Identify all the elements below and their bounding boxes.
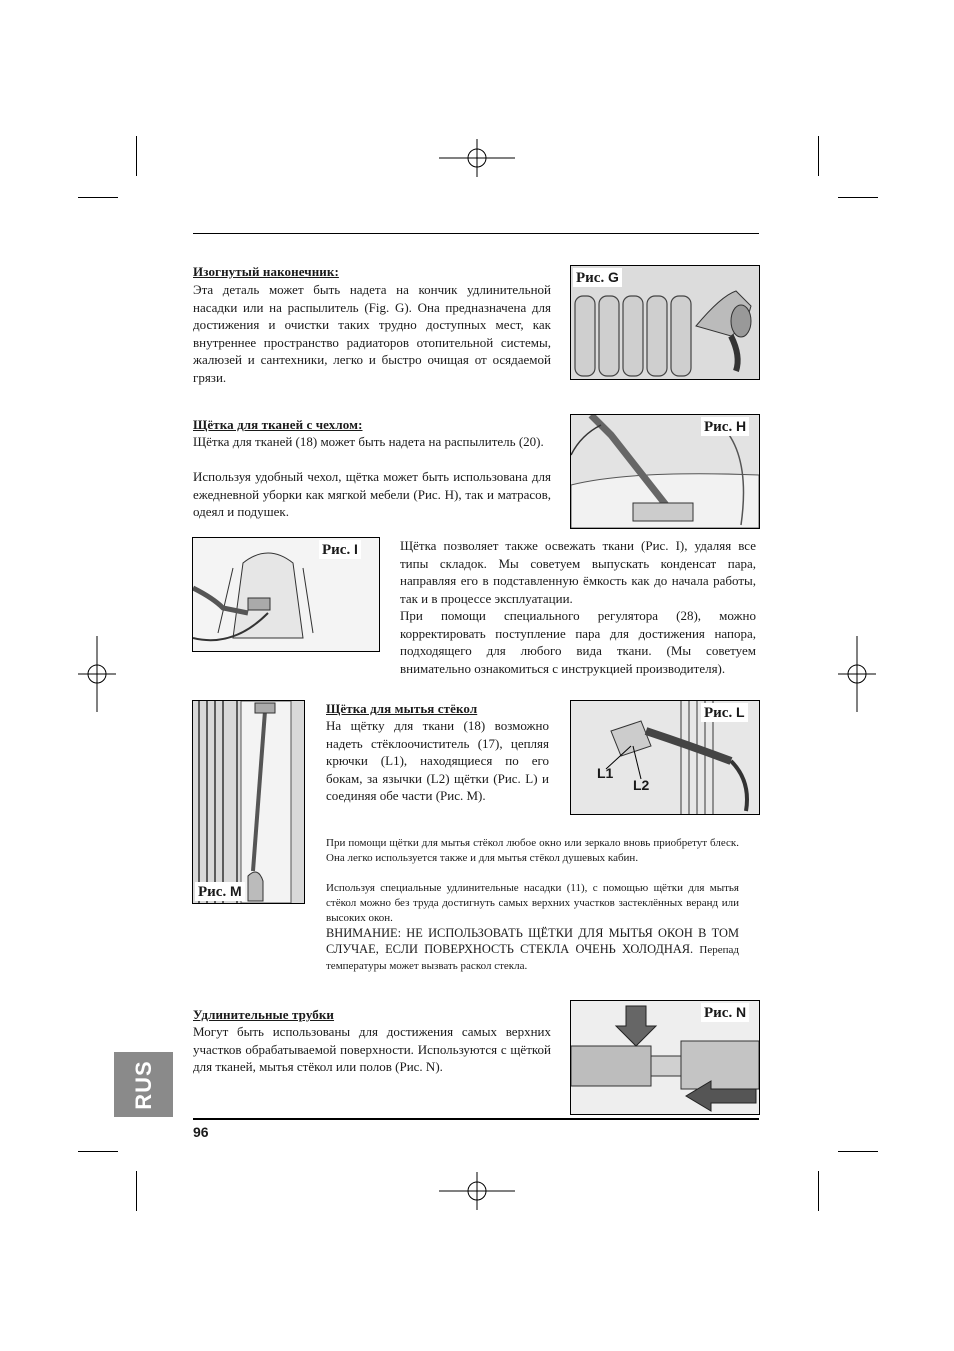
- page-number: 96: [193, 1124, 209, 1140]
- registration-mark-right-icon: [838, 636, 876, 712]
- figure-g-prefix: Рис.: [576, 270, 605, 286]
- extension-tubes-heading: Удлинительные трубки: [193, 1007, 335, 1022]
- extension-tubes-text: Могут быть использованы для достижения самых верхних участков обрабатываемой поверхности. Используются с щёткой для тканей, мытья стёкол или полов (Рис. N).: [193, 1024, 551, 1075]
- crop-mark-top-left-v: [136, 136, 137, 176]
- figure-i-letter: I: [353, 541, 358, 557]
- figure-i-prefix: Рис.: [322, 542, 351, 558]
- figure-i: [192, 537, 380, 652]
- footer-rule: [193, 1118, 759, 1120]
- figure-l: [570, 700, 760, 815]
- crop-mark-top-right-v: [818, 136, 819, 176]
- crop-mark-bottom-left-h: [78, 1151, 118, 1152]
- fabric-brush-heading: Щётка для тканей с чехлом:: [193, 417, 363, 432]
- figure-m-letter: M: [229, 883, 242, 899]
- glass-brush-heading: Щётка для мытья стёкол: [326, 701, 478, 716]
- fabric-brush-text-1: Щётка для тканей (18) может быть надета на распылитель (20).: [193, 434, 544, 449]
- curved-nozzle-heading: Изогнутый наконечник:: [193, 264, 339, 279]
- registration-mark-top-icon: [439, 139, 515, 177]
- figure-l-prefix: Рис.: [704, 705, 733, 721]
- figure-m: [192, 700, 305, 904]
- crop-mark-top-left-h: [78, 197, 118, 198]
- crop-mark-bottom-right-h: [838, 1151, 878, 1152]
- language-tab-label: RUS: [130, 1059, 156, 1110]
- glass-brush-warning-caps: ВНИМАНИЕ: НЕ ИСПОЛЬЗОВАТЬ ЩЁТКИ ДЛЯ МЫТЬЯ ОКОН В ТОМ СЛУЧАЕ, ЕСЛИ ПОВЕРХНОСТЬ СТЕКЛА ОЧЕНЬ ХОЛОДНАЯ.: [326, 926, 739, 956]
- crop-mark-bottom-right-v: [818, 1171, 819, 1211]
- figure-g: [570, 265, 760, 380]
- fabric-refresh-text-2: При помощи специального регулятора (28), можно корректировать поступление пара для достижения напора, подходящего для любого вида ткани. (Мы советуем внимательно ознакомиться с инструкцией производителя).: [400, 608, 756, 676]
- crop-mark-bottom-left-v: [136, 1171, 137, 1211]
- registration-mark-left-icon: [78, 636, 116, 712]
- figure-l-letter: L: [735, 704, 745, 720]
- figure-h: [570, 414, 760, 529]
- crop-mark-top-right-h: [838, 197, 878, 198]
- figure-n-letter: N: [735, 1004, 747, 1020]
- glass-brush-small-text-1: При помощи щётки для мытья стёкол любое окно или зеркало вновь приобретут блеск. Она легко используется также и для мытья стёкол душевых кабин.: [326, 837, 739, 865]
- figure-h-prefix: Рис.: [704, 419, 733, 435]
- curved-nozzle-text: Эта деталь может быть надета на кончик удлинительной насадки или на распылитель (Fig. G). Она предназначена для достижения и очистки таких трудно доступных мест, как внутреннее пространство радиаторов отопительной системы, жалюзей и сантехники, легко и быстро очищая от осядаемой грязи.: [193, 282, 551, 385]
- callout-l2: L2: [633, 777, 650, 793]
- figure-n-prefix: Рис.: [704, 1005, 733, 1021]
- figure-n: [570, 1000, 760, 1115]
- glass-brush-text: На щётку для ткани (18) возможно надеть стёклоочиститель (17), цепляя крючки (L1), находящиеся по его бокам, за язычки (L2) щётки (Рис. L) и соединяя обе части (Рис. M).: [326, 718, 549, 804]
- figure-h-letter: H: [735, 418, 747, 434]
- fabric-refresh-text-1: Щётка позволяет также освежать ткани (Рис. I), удаляя все типы складок. Мы советуем выпускать конденсат пара, направляя его в подставленную ёмкость как до начала работы, так и в процессе эксплуатации.: [400, 538, 756, 606]
- glass-brush-warning: [326, 926, 739, 975]
- window-cleaning-illustration: [193, 701, 304, 903]
- figure-g-letter: G: [607, 269, 619, 285]
- callout-l1: L1: [597, 765, 614, 781]
- registration-mark-bottom-icon: [439, 1172, 515, 1210]
- glass-brush-warning-tail: Перепад температуры может вызвать раскол стекла.: [326, 943, 739, 973]
- header-rule: [193, 233, 759, 234]
- fabric-brush-text-2: Используя удобный чехол, щётка может быть использована для ежедневной уборки как мягкой мебели (Рис. H), так и матрасов, одеял и подушек.: [193, 469, 551, 520]
- figure-m-prefix: Рис.: [198, 884, 227, 900]
- language-tab: [114, 1052, 173, 1117]
- glass-brush-small-text-2: Используя специальные удлинительные насадки (11), с помощью щётки для мытья стёкол можно без труда достигнуть самых верхних участков застеклённых веранд или высоких окон.: [326, 882, 739, 925]
